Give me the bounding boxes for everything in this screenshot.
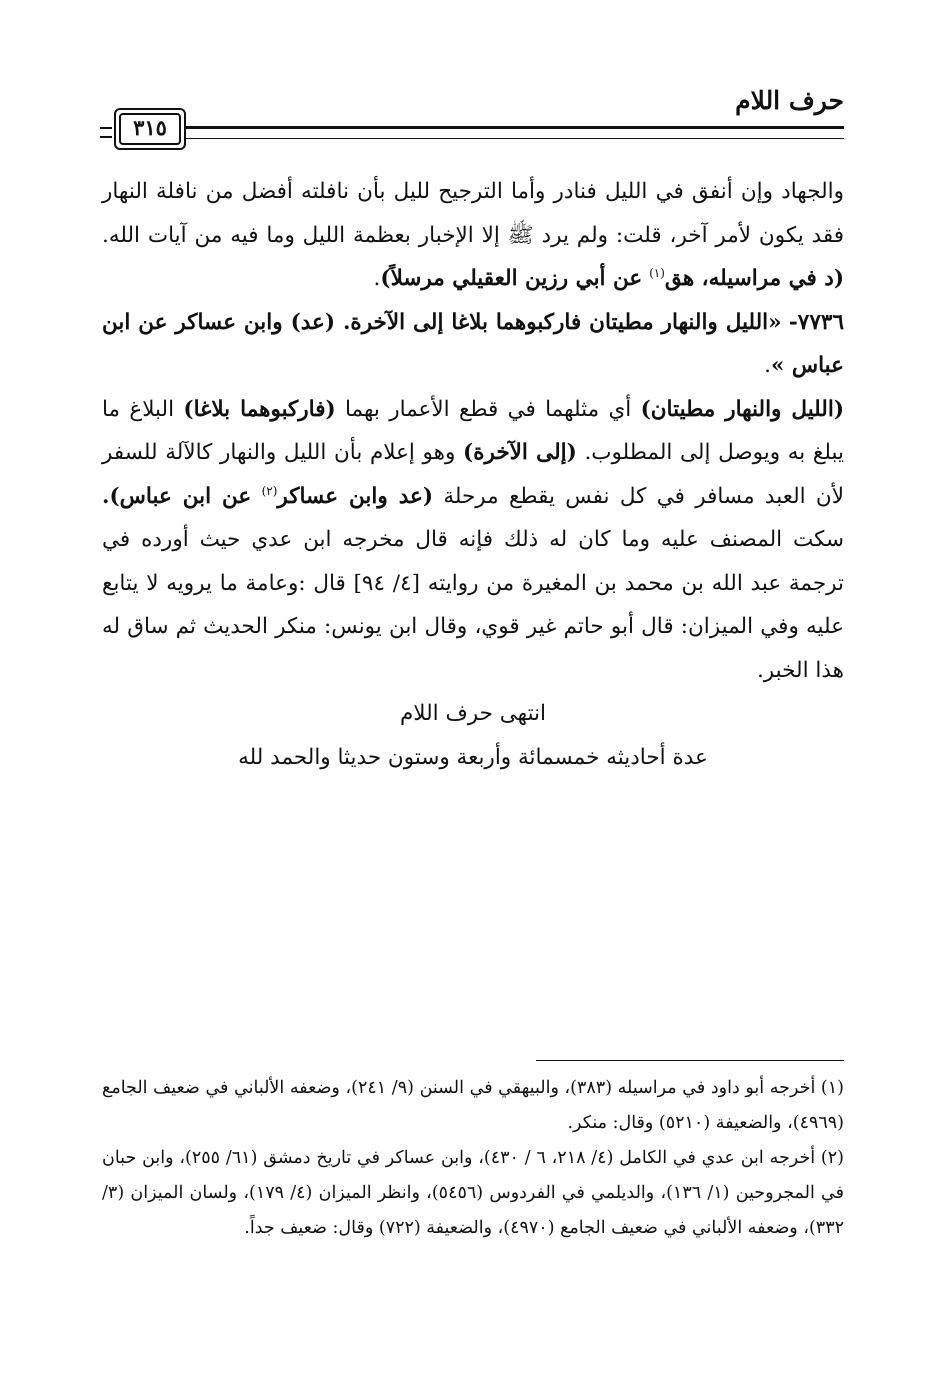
footnotes (102, 1071, 844, 1246)
text-segment: والجهاد وإن أنفق في الليل فنادر وأما الترجيح لليل بأن نافلته أفضل من نافلة النهار فقد يكون لأمر آخر، قلت: ولم يرد ﷺ إلا الإخبار بعظمة الليل وما فيه من آيات الله. (102, 179, 844, 248)
source-reference: (عد وابن عساكر (277, 483, 434, 509)
page-number: ٣١٥ (133, 115, 167, 140)
text-segment: سكت المصنف عليه وما كان له ذلك فإنه قال مخرجه ابن عدي حيث أورده في ترجمة عبد الله بن محمد بن المغيرة من روايته [٤/ ٩٤] قال :وعامة ما يرويه لا يتابع عليه وفي الميزان: قال أبو حاتم غير قوي، وقال ابن يونس: منكر الحديث ثم ساق له هذا الخبر. (102, 527, 844, 683)
footnote-1: (١) أخرجه أبو داود في مراسيله (٣٨٣)، والبيهقي في السنن (٩/ ٢٤١)، وضعفه الألباني في ضعيف الجامع (٤٩٦٩)، والضعيفة (٥٢١٠) وقال: منكر. (102, 1078, 844, 1133)
footnote-marker-1[interactable]: (١) (649, 265, 665, 280)
text-segment: . (764, 353, 771, 378)
hadith-text: «الليل والنهار مطيتان فاركبوهما بلاغا إلى الآخرة. (عد) وابن عساكر عن ابن عباس » (102, 309, 844, 378)
text-segment: البلاغ ما يبلغ به ويوصل إلى المطلوب. (102, 396, 844, 465)
hadith-entry (102, 301, 844, 388)
running-title: حرف اللام (735, 86, 844, 115)
text-segment: وهو إعلام بأن الليل والنهار كالآلة للسفر لأن العبد مسافر في كل نفس يقطع مرحلة (102, 440, 844, 509)
quoted-phrase: (فاركبوهما بلاغا) (183, 396, 336, 422)
text-segment: أي مثلهما في قطع الأعمار بهما (345, 396, 632, 422)
page-number-frame (114, 108, 186, 150)
body-text (102, 170, 844, 779)
commentary-paragraph-2 (102, 388, 844, 693)
footnote-separator (536, 1060, 844, 1061)
quoted-phrase: (إلى الآخرة) (463, 440, 577, 465)
section-end-line: انتهى حرف اللام (399, 701, 547, 726)
source-reference: عن ابن عباس). (102, 483, 252, 509)
text-segment: . (373, 266, 381, 291)
source-reference: عن أبي رزين العقيلي مرسلاً) (380, 266, 643, 291)
hadith-count-line: عدة أحاديثه خمسمائة وأربعة وستون حديثا والحمد لله (238, 744, 708, 770)
quoted-phrase: (الليل والنهار مطيتان) (640, 396, 844, 422)
hadith-number: ٧٧٣٦- (788, 309, 844, 335)
source-reference: (د في مراسيله، هق (664, 266, 844, 291)
header-rule (186, 126, 844, 139)
commentary-paragraph-1 (102, 170, 844, 301)
header-rule-end (100, 127, 112, 138)
footnote-2: (٢) أخرجه ابن عدي في الكامل (٤/ ٢١٨، ٦ / ٤٣٠)، وابن عساكر في تاريخ دمشق (٦١/ ٢٥٥)، وابن حبان في المجروحين (١/ ١٣٦)، والديلمي في الفردوس (٥٤٥٦)، وانظر الميزان (٤/ ١٧٩)، ولسان الميزان (٣/ ٣٣٢)، وضعفه الألباني في ضعيف الجامع (٤٩٧٠)، والضعيفة (٧٢٢) وقال: ضعيف جداً. (102, 1148, 845, 1238)
footnote-marker-2[interactable]: (٢) (261, 483, 278, 498)
